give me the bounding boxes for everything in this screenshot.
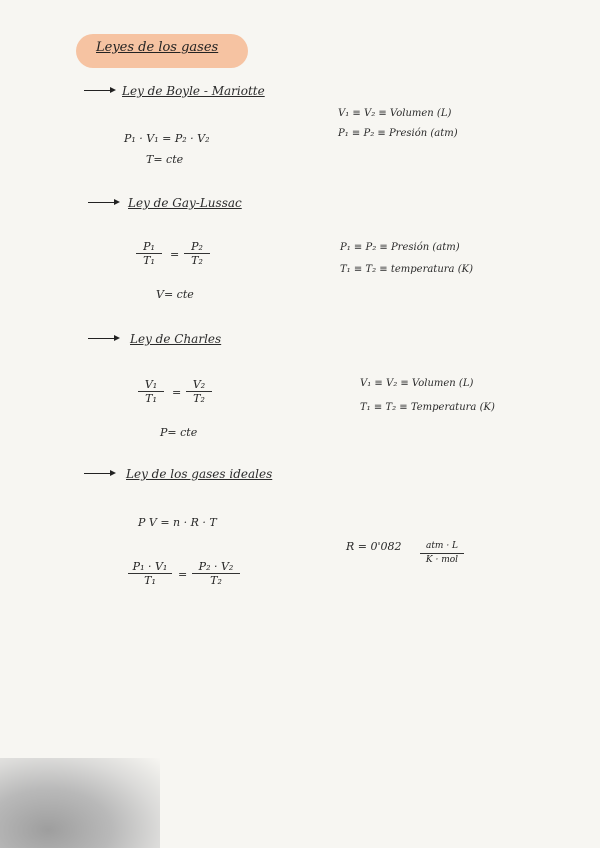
heading-gay-lussac: Ley de Gay-Lussac [128,196,242,210]
formula-ideal-gas: P V = n · R · T [138,516,217,529]
fraction-numerator: atm · L [420,540,464,554]
formula-boyle: P₁ · V₁ = P₂ · V₂ [124,132,210,145]
heading-boyle-mariotte: Ley de Boyle - Mariotte [122,84,265,98]
legend-charles-2: T₁ ≡ T₂ ≡ Temperatura (K) [360,402,495,413]
heading-gases-ideales: Ley de los gases ideales [126,467,273,481]
fraction-numerator: P₁ · V₁ [128,560,172,574]
legend-boyle-1: V₁ ≡ V₂ ≡ Volumen (L) [338,108,452,119]
legend-boyle-2: P₁ ≡ P₂ ≡ Presión (atm) [338,128,458,139]
heading-charles: Ley de Charles [130,332,222,346]
legend-gay-lussac-2: T₁ ≡ T₂ ≡ temperatura (K) [340,264,473,275]
fraction-left-charles [138,378,164,405]
arrow-icon [88,338,118,339]
fraction-denominator: T₁ [144,574,156,587]
fraction-denominator: K · mol [425,555,459,565]
fraction-left-gay-lussac [136,240,162,267]
equals-sign: = [172,386,182,399]
scan-shadow [0,758,160,848]
fraction-numerator: P₂ [184,240,210,254]
gas-constant-unit [420,540,464,567]
page-title: Leyes de los gases [96,40,219,55]
fraction-denominator: T₂ [193,392,205,405]
arrow-icon [84,90,114,91]
fraction-denominator: T₁ [143,254,155,267]
arrow-icon [84,473,114,474]
legend-charles-1: V₁ ≡ V₂ ≡ Volumen (L) [360,378,474,389]
legend-gay-lussac-1: P₁ ≡ P₂ ≡ Presión (atm) [340,242,460,253]
condition-boyle: T= cte [146,153,184,166]
fraction-numerator: V₂ [186,378,212,392]
fraction-numerator: P₁ [136,240,162,254]
fraction-numerator: V₁ [138,378,164,392]
fraction-right-charles [186,378,212,405]
equals-sign: = [178,568,188,581]
gas-constant-label: R = 0'082 [346,540,402,553]
equals-sign: = [170,248,180,261]
condition-charles: P= cte [160,426,198,439]
fraction-right-gay-lussac [184,240,210,267]
fraction-denominator: T₁ [145,392,157,405]
fraction-denominator: T₂ [191,254,203,267]
condition-gay-lussac: V= cte [156,288,194,301]
arrow-icon [88,202,118,203]
fraction-denominator: T₂ [210,574,222,587]
fraction-numerator: P₂ · V₂ [192,560,240,574]
fraction-left-ideal [128,560,172,587]
fraction-right-ideal [192,560,240,587]
